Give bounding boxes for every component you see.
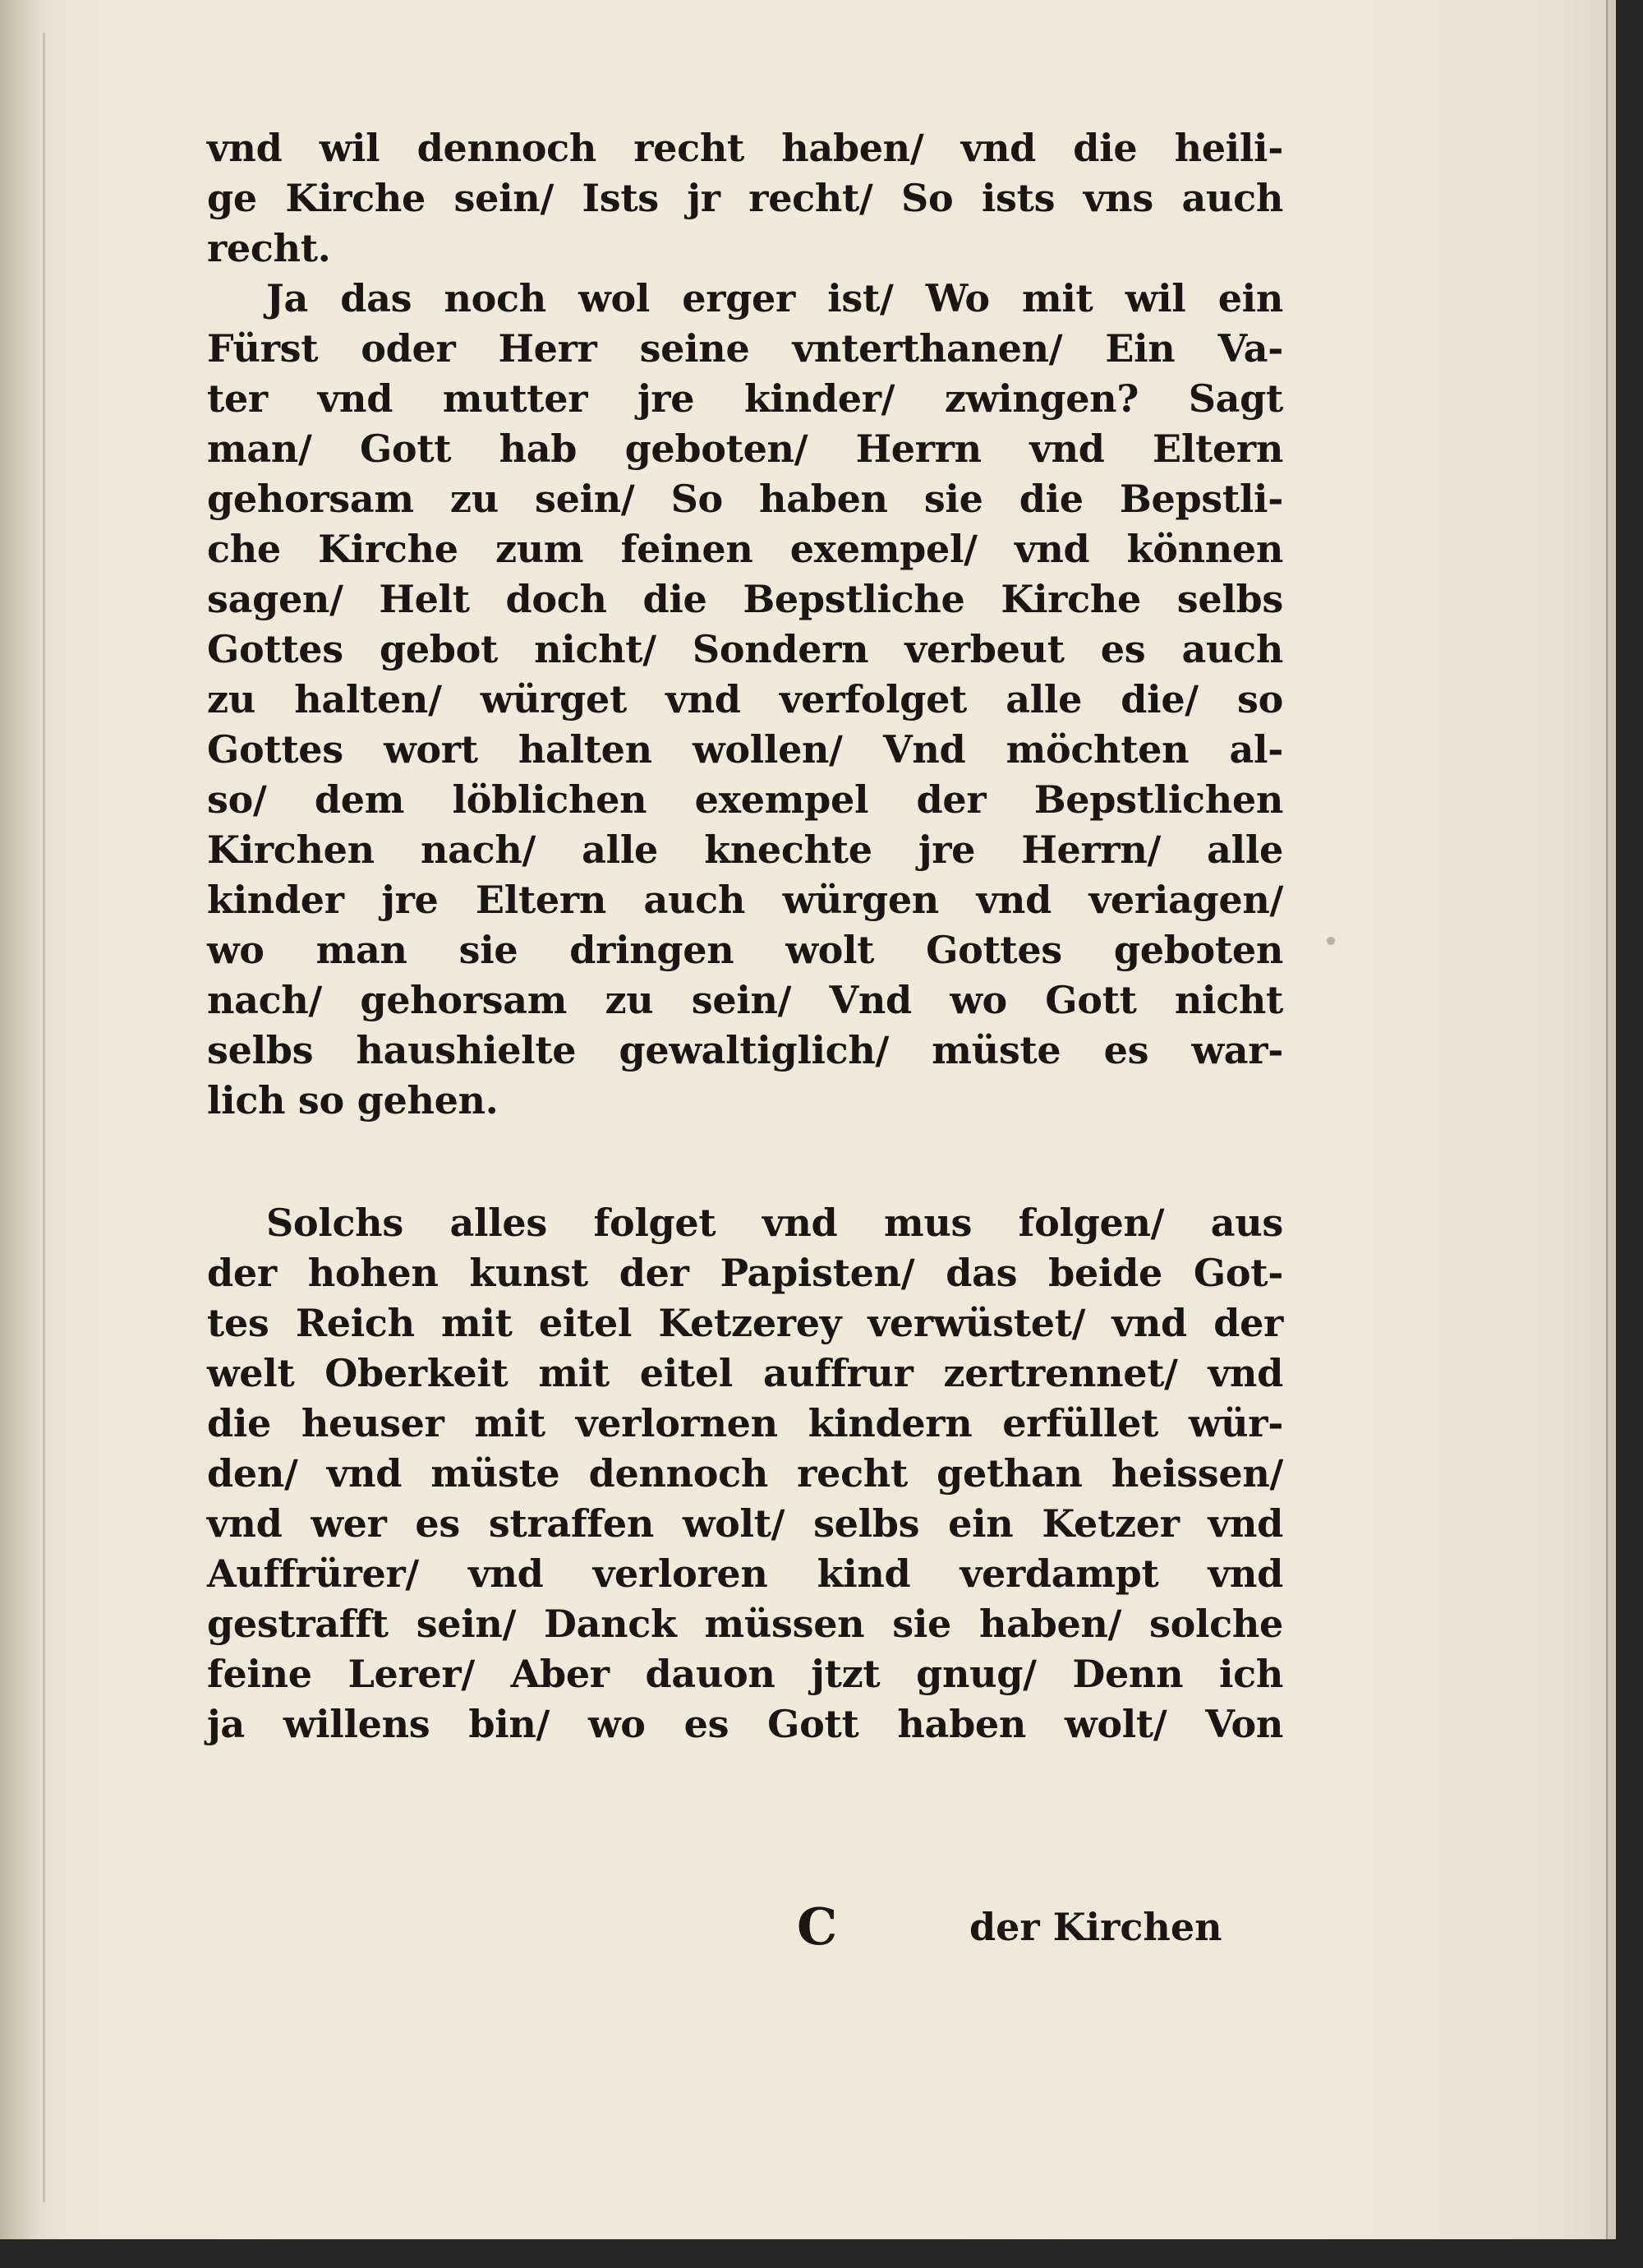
text-line: Ja das noch wol erger ist/ Wo mit wil ein [266,276,1283,320]
text-line: vnd wil dennoch recht haben/ vnd die heili- [207,126,1283,170]
text-line: ge Kirche sein/ Ists jr recht/ So ists vns auch [207,176,1283,220]
text-line: tes Reich mit eitel Ketzerey verwüstet/ vnd der [207,1301,1283,1345]
text-line: recht. [207,226,331,270]
text-line: wo man sie dringen wolt Gottes geboten [207,928,1283,972]
text-line: ter vnd mutter jre kinder/ zwingen? Sagt [207,376,1283,421]
text-line: zu halten/ würget vnd verfolget alle die/ so [207,677,1283,721]
text-line: Gottes wort halten wollen/ Vnd möchten al- [207,727,1283,772]
text-line: sagen/ Helt doch die Bepstliche Kirche selbs [207,577,1283,621]
text-line: der hohen kunst der Papisten/ das beide Got- [207,1251,1283,1295]
gutter-fold-line [43,33,45,2202]
page-edge [1606,0,1616,2239]
text-line: lich so gehen. [207,1078,499,1122]
text-line: den/ vnd müste dennoch recht gethan heissen/ [207,1451,1283,1496]
paragraph-gap [207,1126,1283,1198]
text-line: feine Lerer/ Aber dauon jtzt gnug/ Denn ich [207,1652,1283,1696]
text-line: welt Oberkeit mit eitel auffrur zertrennet/ vnd [207,1351,1283,1395]
text-line: nach/ gehorsam zu sein/ Vnd wo Gott nicht [207,978,1283,1022]
text-line: Solchs alles folget vnd mus folgen/ aus [266,1201,1283,1245]
text-line: Auffrürer/ vnd verloren kind verdampt vnd [207,1551,1283,1596]
text-line: ja willens bin/ wo es Gott haben wolt/ Von [207,1702,1283,1746]
text-line: selbs haushielte gewaltiglich/ müste es war- [207,1028,1283,1072]
text-line: kinder jre Eltern auch würgen vnd veriagen/ [207,878,1283,922]
text-line: vnd wer es straffen wolt/ selbs ein Ketzer vnd [207,1501,1283,1546]
text-line: gestrafft sein/ Danck müssen sie haben/ solche [207,1602,1283,1646]
text-block [207,123,1283,1749]
text-line: che Kirche zum feinen exempel/ vnd können [207,527,1283,571]
catchword: der Kirchen [969,1905,1222,1949]
text-line: Fürst oder Herr seine vnterthanen/ Ein Va- [207,326,1283,371]
text-line: die heuser mit verlornen kindern erfüllet wür- [207,1401,1283,1445]
signature-mark: C [797,1897,838,1957]
text-line: man/ Gott hab geboten/ Herrn vnd Eltern [207,426,1283,471]
text-line: Kirchen nach/ alle knechte jre Herrn/ alle [207,827,1283,872]
text-line: so/ dem löblichen exempel der Bepstlichen [207,777,1283,822]
page-gutter [0,0,39,2239]
paper-speck [1327,937,1335,945]
text-line: Gottes gebot nicht/ Sondern verbeut es auch [207,627,1283,671]
text-line: gehorsam zu sein/ So haben sie die Bepstli- [207,477,1283,521]
